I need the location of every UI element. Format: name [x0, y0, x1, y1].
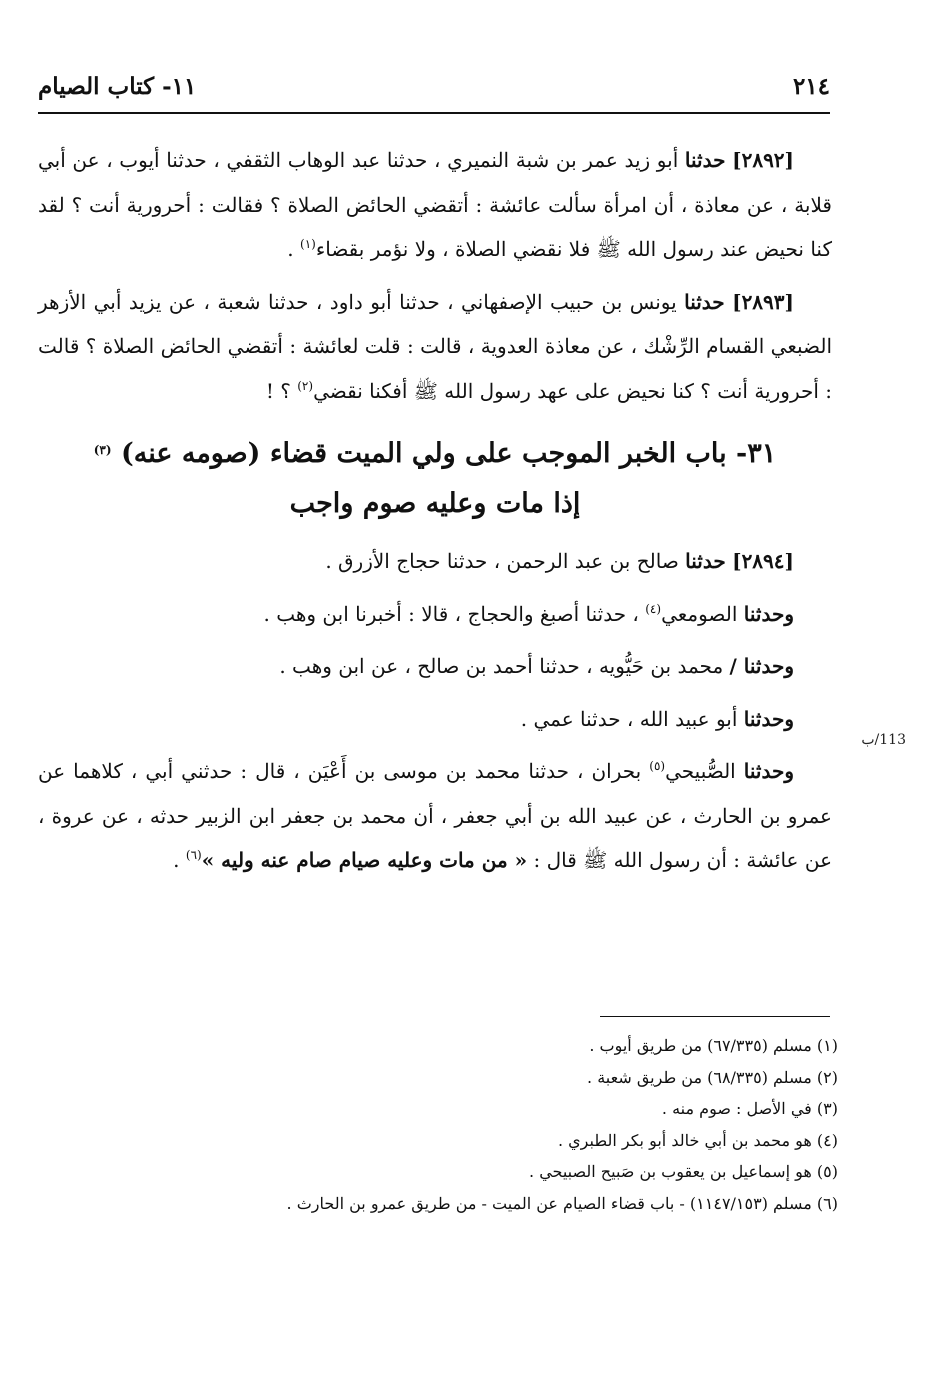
page-header: [38, 66, 830, 106]
chain-text: بحران ، حدثنا محمد بن موسى بن أَعْيَن ، قال : حدثني أبي ، كلاهما عن عمرو بن الحارث ، عن عبيد الله بن أبي جعفر ، أن محمد بن جعفر ابن الزبير حدثه ، عن عروة ، عن عائشة : أن رسول الله ﷺ قال :: [38, 759, 832, 872]
footnote-ref[interactable]: (٢): [297, 378, 314, 393]
footnote: (٢) مسلم (٦٨/٣٣٥) من طريق شعبة .: [587, 1067, 838, 1087]
footnote: (٤) هو محمد بن أبي خالد أبو بكر الطبري .: [557, 1130, 838, 1150]
chapter-title-line-2: إذا مات وعليه صوم واجب: [289, 488, 581, 519]
chain-lead: وحدثنا: [743, 601, 794, 626]
hadith-lead: حدثنا: [684, 289, 725, 314]
chain-line: [38, 644, 832, 689]
hadith-number: [٢٨٩٣]: [732, 289, 794, 314]
chain-text: محمد بن حَيُّويه ، حدثنا أحمد بن صالح ، عن ابن وهب .: [279, 654, 724, 678]
page-number: ٢١٤: [792, 72, 830, 100]
footnote-ref[interactable]: (٥): [649, 759, 666, 773]
footnote: (٣) في الأصل : صوم منه .: [661, 1099, 838, 1118]
hadith-text: صالح بن عبد الرحمن ، حدثنا حجاج الأزرق .: [325, 549, 679, 573]
header-rule: [38, 112, 830, 114]
chapter-heading: [38, 429, 832, 529]
hadith-number: [٢٨٩٢]: [732, 148, 795, 172]
footnote-ref[interactable]: (٤): [645, 601, 662, 616]
hadith-2892: [38, 138, 832, 272]
chain-text: ، حدثنا أصبغ والحجاج ، قالا : أخبرنا ابن وهب .: [263, 601, 639, 626]
footnote-rule: [600, 1016, 830, 1017]
manuscript-folio-note: 113/ب: [861, 732, 906, 748]
hadith-quote: « من مات وعليه صيام صام عنه وليه »: [201, 848, 528, 872]
section-title: ١١- كتاب الصيام: [38, 72, 197, 100]
chain-line: [38, 697, 832, 742]
hadith-end: ؟ !: [265, 378, 298, 403]
footnote-ref[interactable]: (٣): [93, 443, 112, 457]
footnote-ref[interactable]: (٦): [185, 848, 202, 862]
chain-line: وحدثنا الصومعي$^{(٤)}$ ، حدثنا أصبغ والحجاج ، قالا : أخبرنا ابن وهب .: [263, 601, 794, 626]
hadith-2894: [38, 539, 832, 584]
footnotes: [38, 1030, 838, 1219]
hadith-text: أبو زيد عمر بن شبة النميري ، حدثنا عبد الوهاب الثقفي ، حدثنا أيوب ، عن أبي قلابة ، عن معاذة ، أن امرأة سألت عائشة : أتقضي الحائض الصلاة ؟ فقالت : أحرورية أنت ؟ لقد كنا نحيض عند رسول الله ﷺ فلا نقضي الصلاة ، ولا نؤمر بقضاء: [38, 148, 832, 261]
chain-text: أبو عبيد الله ، حدثنا عمي .: [520, 706, 738, 731]
hadith-number: [٢٨٩٤]: [732, 549, 794, 573]
footnote: (٥) هو إسماعيل بن يعقوب بن صَبيح الصبيحي .: [529, 1162, 838, 1181]
footnote: (١) مسلم (٦٧/٣٣٥) من طريق أيوب .: [589, 1036, 838, 1055]
chain-lead: وحدثنا: [743, 706, 794, 731]
footnote: (٦) مسلم (١١٤٧/١٥٣) - باب قضاء الصيام عن الميت - من طريق عمرو بن الحارث .: [286, 1193, 838, 1213]
hadith-lead: حدثنا: [684, 148, 726, 172]
chapter-title-line-1: ٣١- باب الخبر الموجب على ولي الميت قضاء (صومه عنه) $^{(٣)}$: [93, 438, 777, 469]
hadith-2893: [38, 280, 832, 414]
main-text: [38, 138, 832, 891]
chain-lead: وحدثنا: [743, 759, 794, 783]
chain-lead: وحدثنا /: [729, 654, 794, 678]
hadith-lead: حدثنا: [685, 549, 726, 573]
hadith-end: .: [287, 237, 301, 261]
footnote-ref[interactable]: (١): [300, 237, 316, 251]
chain-line: وحدثنا الصُّبيحي$^{(٥)}$ بحران ، حدثنا محمد بن موسى بن أَعْيَن ، قال : حدثني أبي ، كلاهما عن عمرو بن الحارث ، عن عبيد الله بن أبي جعفر ، أن محمد بن جعفر ابن الزبير حدثه ، عن عروة ، عن عائشة : أن رسول الله ﷺ قال : « من مات وعليه صيام صام عنه وليه »$^{(٦)}$ .: [38, 759, 832, 872]
hadith-text: يونس بن حبيب الإصفهاني ، حدثنا أبو داود ، حدثنا شعبة ، عن يزيد أبي الأزهر الضبعي القسام الرِّشْك ، عن معاذة العدوية ، قالت : قلت لعائشة : أتقضي الحائض الصلاة ؟ قالت : أحرورية أنت ؟ كنا نحيض على عهد رسول الله ﷺ أفكنا نقضي: [38, 289, 832, 403]
